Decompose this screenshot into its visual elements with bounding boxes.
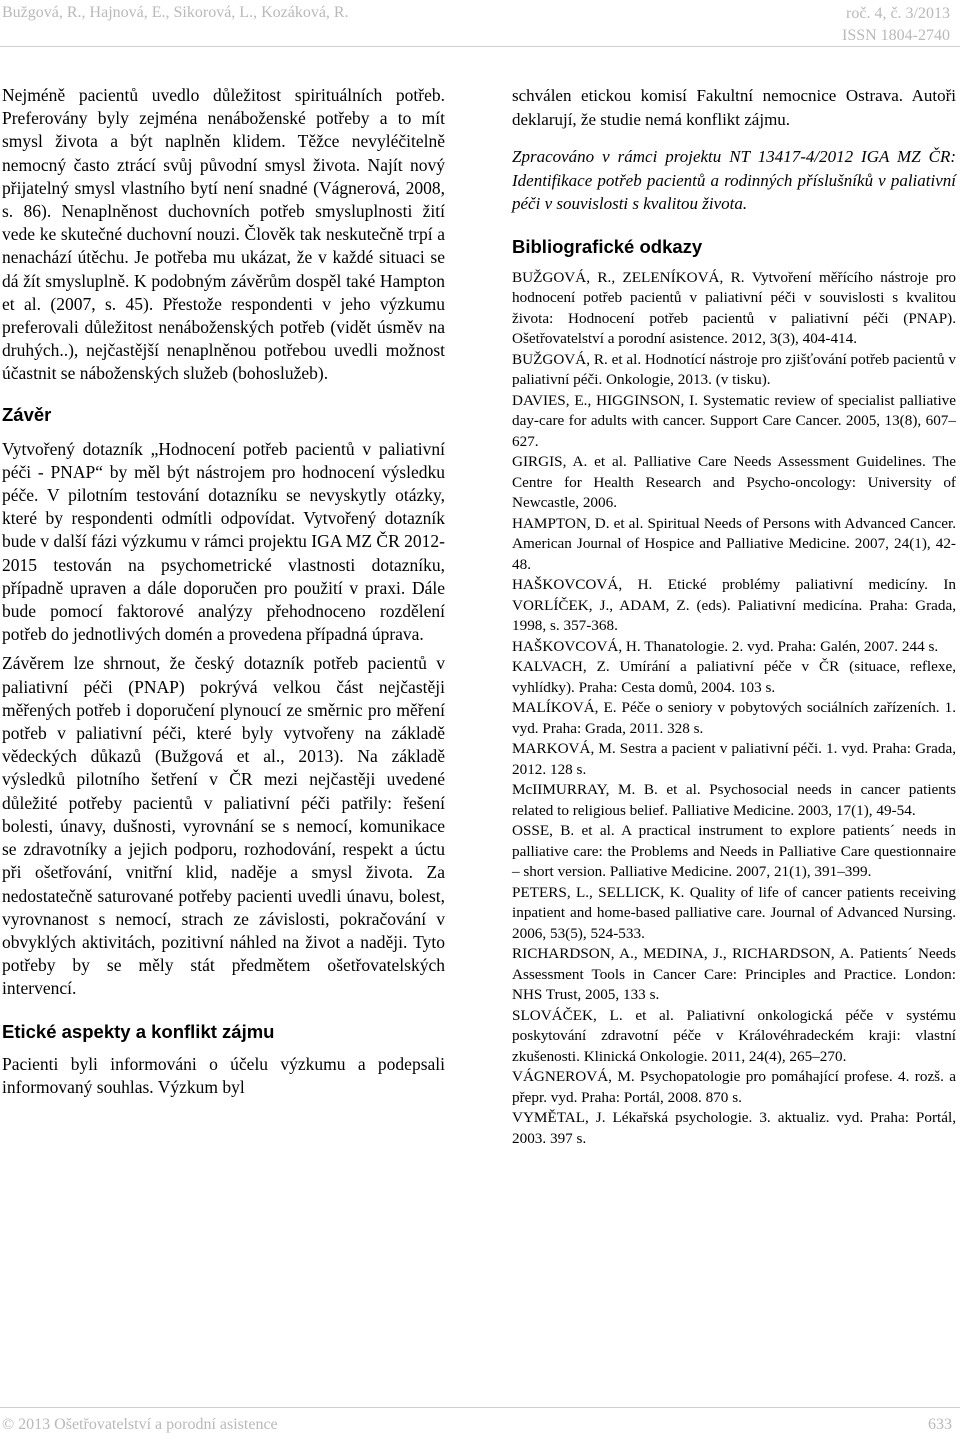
ethics-continuation: schválen etickou komisí Fakultní nemocnice Ostrava. Autoři deklarují, že studie nemá konflikt zájmu. <box>512 86 956 129</box>
right-column <box>512 84 956 1149</box>
page-number: 633 <box>928 1416 952 1433</box>
reference-list <box>512 268 956 1150</box>
running-header-issue <box>842 3 950 47</box>
reference-item: VYMĚTAL, J. Lékařská psychologie. 3. aktualiz. vyd. Praha: Portál, 2003. 397 s. <box>512 1109 956 1147</box>
conclusion-heading: Závěr <box>2 403 52 425</box>
reference-item: MALÍKOVÁ, E. Péče o seniory v pobytových sociálních zařízeních. 1. vyd. Praha: Grada, 2011. 328 s. <box>512 699 956 737</box>
reference-item: MARKOVÁ, M. Sestra a pacient v paliativní péči. 1. vyd. Praha: Grada, 2012. 128 s. <box>512 740 956 778</box>
ethics-heading: Etické aspekty a konflikt zájmu <box>2 1020 275 1042</box>
footer-rule <box>0 1407 960 1408</box>
grant-note: Zpracováno v rámci projektu NT 13417-4/2012 IGA MZ ČR: Identifikace potřeb pacientů a rodinných příslušníků v paliativní péči v souvislosti s kvalitou života. <box>512 147 956 213</box>
intro-paragraph: Nejméně pacientů uvedlo důležitost spirituálních potřeb. Preferovány byly zejména nenáboženské potřeby a to mít smysl života a být naplněn klidem. Těžce nevyléčitelně nemocný často ztrácí svůj původní smysl života. Najít nový přijatelný smysl vlastního bytí není snadné (Vágnerová, 2008, s. 86). Nenaplněnost duchovních potřeb smysluplnosti žití vede ke skutečné duchovní nouzi. Člověk tak neskutečně trpí a nenachází útěchu. Je potřeba mu ukázat, že v každé situaci se dá žít smysluplně. K podobným závěrům dospěl také Hampton et al. (2007, s. 45). Přestože respondenti v jeho výzkumu preferovali důležitost nenáboženských potřeb (vidět úsměv na druhých..), nejčastější nenaplněnou potřebou uvedli možnost účastnit se náboženských služeb (bohoslužeb). <box>2 85 445 384</box>
reference-item: HAŠKOVCOVÁ, H. Thanatologie. 2. vyd. Praha: Galén, 2007. 244 s. <box>512 637 939 655</box>
reference-item: BUŽGOVÁ, R. et al. Hodnotící nástroje pro zjišťování potřeb pacientů v paliativní péči. Onkologie, 2013. (v tisku). <box>512 350 956 388</box>
footer-copyright: © 2013 Ošetřovatelství a porodní asistence <box>2 1416 278 1433</box>
references-heading: Bibliografické odkazy <box>512 235 703 257</box>
conclusion-paragraph-2: Závěrem lze shrnout, že český dotazník potřeb pacientů v paliativní péči (PNAP) pokrývá velkou část nejčastěji měřených potřeb i doporučení plynoucí ze směrnic pro měření potřeb v paliativní péči, které byly vytvořeny na základě vědeckých důkazů (Bužgová et al., 2013). Na základě výsledků pilotního šetření v ČR mezi nejčastěji uvedené důležité potřeby pacientů v paliativní péči patřily: řešení bolesti, únavy, dušnosti, vyrovnání se s nemocí, komunikace se zdravotníky a jejich podporu, rozhodování, respekt a úctu při ošetřování, vnitřní klid, naděje a smysl života. Za nedostatečně saturované potřeby pacienti uvedli únavu, bolest, vyrovnanost s nemocí, strach ze závislosti, pokračování v obvyklých aktivitách, pozitivní náhled na život a naději. Tyto potřeby by se měly stát předmětem ošetřovatelských intervencí. <box>2 653 445 999</box>
reference-item: HAMPTON, D. et al. Spiritual Needs of Persons with Advanced Cancer. American Journal of Hospice and Palliative Medicine. 2007, 24(1), 42-48. <box>512 514 956 573</box>
reference-item: McIIMURRAY, M. B. et al. Psychosocial needs in cancer patients related to religious belief. Palliative Medicine. 2003, 17(1), 49-54. <box>512 781 956 819</box>
reference-item: BUŽGOVÁ, R., ZELENÍKOVÁ, R. Vytvoření měřícího nástroje pro hodnocení potřeb pacientů v paliativní péči v souvislosti s kvalitou života: Hodnocení potřeb pacientů v paliativní péči (PNAP). Ošetřovatelství a porodní asistence. 2012, 3(3), 404-414. <box>512 268 956 347</box>
issn-label: ISSN 1804-2740 <box>841 27 950 44</box>
left-column <box>2 84 445 1105</box>
reference-item: DAVIES, E., HIGGINSON, I. Systematic review of specialist palliative day-care for adults with cancer. Support Care Cancer. 2005, 13(8), 607–627. <box>512 391 956 450</box>
header-rule <box>0 46 960 47</box>
issue-label: roč. 4, č. 3/2013 <box>846 5 950 22</box>
running-header-authors: Bužgová, R., Hajnová, E., Sikorová, L., Kozáková, R. <box>2 4 349 21</box>
reference-item: GIRGIS, A. et al. Palliative Care Needs Assessment Guidelines. The Centre for Health Research and Psycho-oncology: University of Newcastle, 2006. <box>512 453 956 511</box>
conclusion-paragraph-1: Vytvořený dotazník „Hodnocení potřeb pacientů v paliativní péči - PNAP“ by měl být nástrojem pro hodnocení výsledku péče. V pilotním testování dotazníku se nevyskytly otázky, které by respondenti odmítli odpovídat. Vytvořený dotazník bude v další fázi výzkumu v rámci projektu IGA MZ ČR 2012-2015 testován na psychometrické vlastnosti dotazníku, případně upraven a dále doporučen pro použití v praxi. Dále bude pomocí faktorové analýzy přehodnoceno rozdělení potřeb do jednotlivých domén a provedena případná úprava. <box>2 438 445 645</box>
reference-item: RICHARDSON, A., MEDINA, J., RICHARDSON, A. Patients´ Needs Assessment Tools in Cancer Care: Principles and Practice. London: NHS Trust, 2005, 133 s. <box>512 945 956 1003</box>
reference-item: VÁGNEROVÁ, M. Psychopatologie pro pomáhající profese. 4. rozš. a přepr. vyd. Praha: Portál, 2008. 870 s. <box>512 1068 956 1106</box>
reference-item: PETERS, L., SELLICK, K. Quality of life of cancer patients receiving inpatient and home-based palliative care. Journal of Advanced Nursing. 2006, 53(5), 524-533. <box>512 883 956 942</box>
reference-item: KALVACH, Z. Umírání a paliativní péče v ČR (situace, reflexe, vyhlídky). Praha: Cesta domů, 2004. 103 s. <box>512 658 956 696</box>
reference-item: SLOVÁČEK, L. et al. Paliativní onkologická péče v systému poskytování zdravotní péče v Královéhradeckém kraji: vlastní zkušenosti. Klinická Onkologie. 2011, 24(4), 265–270. <box>512 1006 956 1065</box>
ethics-paragraph: Pacienti byli informováni o účelu výzkumu a podepsali informovaný souhlas. Výzkum byl <box>2 1053 445 1097</box>
reference-item: OSSE, B. et al. A practical instrument to explore patients´ needs in palliative care: the Problems and Needs in Palliative Care questionnaire – short version. Palliative Medicine. 2007, 21(1), 391–399. <box>512 822 956 880</box>
reference-item: HAŠKOVCOVÁ, H. Etické problémy paliativní medicíny. In VORLÍČEK, J., ADAM, Z. (eds). Paliativní medicína. Praha: Grada, 1998, s. 357-368. <box>512 576 956 634</box>
